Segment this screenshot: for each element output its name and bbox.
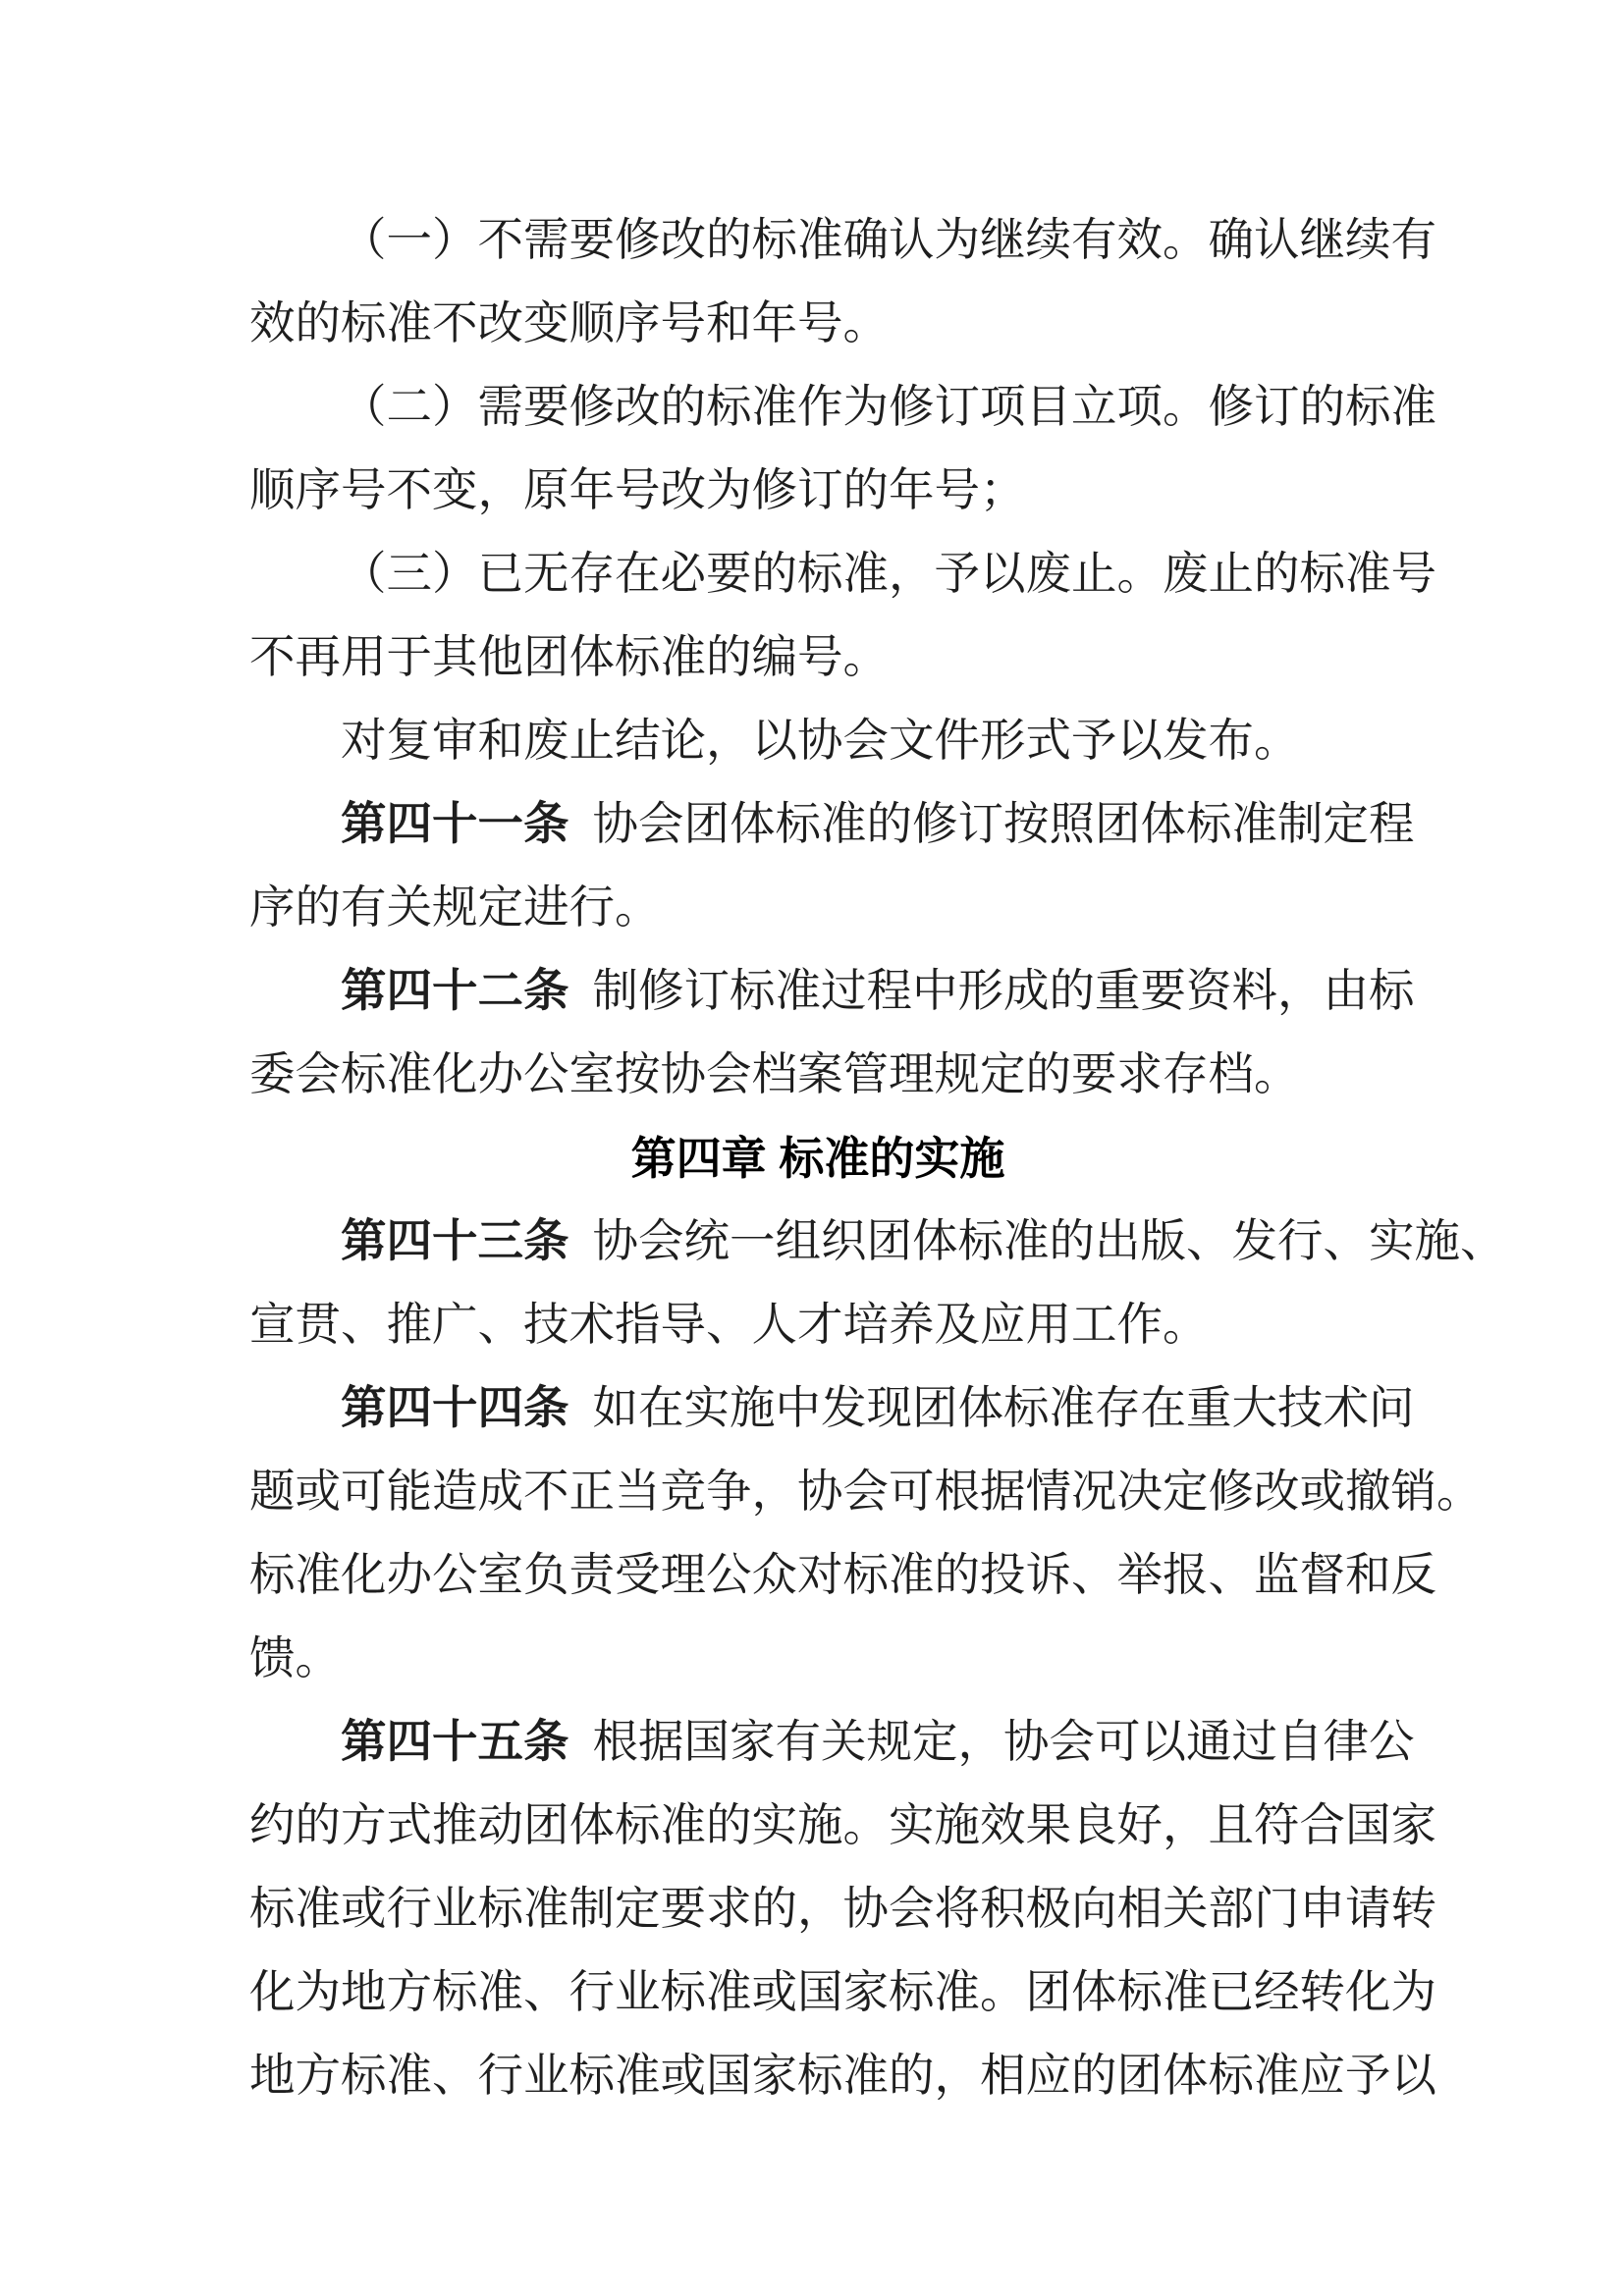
doc-line [249,1034,1437,1117]
doc-line [249,1284,1437,1367]
doc-line [249,783,1437,867]
line-text: 标准或行业标准制定要求的，协会将积极向相关部门申请转 [249,1885,1436,1935]
doc-line [249,1868,1437,1951]
line-text: 宣贯、推广、技术指导、人才培养及应用工作。 [249,1301,1209,1351]
doc-line [249,533,1437,616]
doc-line [249,199,1437,283]
doc-line [249,1534,1437,1618]
line-text: 对复审和废止结论，以协会文件形式予以发布。 [341,717,1300,767]
line-text: 协会团体标准的修订按照团体标准制定程 [592,800,1415,850]
doc-line [249,1785,1437,1868]
line-text: 如在实施中发现团体标准存在重大技术问 [592,1384,1415,1434]
article-number: 第四十四条 [341,1384,569,1434]
doc-line [249,616,1437,700]
doc-line [249,1201,1506,1284]
line-text: 顺序号不变，原年号改为修订的年号； [249,466,1026,516]
line-text: 馈。 [249,1634,341,1684]
doc-line [249,867,1437,950]
doc-line [249,366,1437,450]
line-text: 制修订标准过程中形成的重要资料，由标 [592,967,1415,1017]
line-text: 委会标准化办公室按协会档案管理规定的要求存档。 [249,1050,1300,1100]
doc-line [249,1951,1437,2035]
doc-line [249,950,1437,1034]
doc-line [249,1451,1483,1534]
line-text: （一）不需要修改的标准确认为继续有效。确认继续有 [341,216,1436,266]
line-text: 地方标准、行业标准或国家标准的，相应的团体标准应予以 [249,2052,1436,2102]
doc-line [249,283,1437,366]
line-text: 序的有关规定进行。 [249,883,661,934]
line-text: （二）需要修改的标准作为修订项目立项。修订的标准 [341,383,1436,433]
line-text: 标准化办公室负责受理公众对标准的投诉、举报、监督和反 [249,1551,1436,1601]
doc-line [249,450,1437,533]
line-text: 效的标准不改变顺序号和年号。 [249,299,889,349]
doc-line [249,1367,1437,1451]
doc-line [249,700,1437,783]
doc-line [249,1618,1437,1701]
line-text: 根据国家有关规定，协会可以通过自律公 [592,1718,1415,1768]
document-body [249,199,1506,2118]
line-text: 化为地方标准、行业标准或国家标准。团体标准已经转化为 [249,1968,1436,2018]
doc-line [249,1701,1437,1785]
doc-line [249,2035,1437,2118]
line-text: 题或可能造成不正当竞争，协会可根据情况决定修改或撤销。 [249,1468,1483,1518]
article-number: 第四十二条 [341,967,569,1017]
line-text: （三）已无存在必要的标准，予以废止。废止的标准号 [341,550,1436,600]
article-number: 第四十一条 [341,800,569,850]
line-text: 协会统一组织团体标准的出版、发行、实施、 [592,1217,1506,1267]
article-number: 第四十五条 [341,1718,569,1768]
article-number: 第四十三条 [341,1217,569,1267]
line-text: 约的方式推动团体标准的实施。实施效果良好，且符合国家 [249,1801,1436,1851]
chapter-heading: 第四章 标准的实施 [630,1133,1005,1184]
line-text: 不再用于其他团体标准的编号。 [249,633,889,683]
